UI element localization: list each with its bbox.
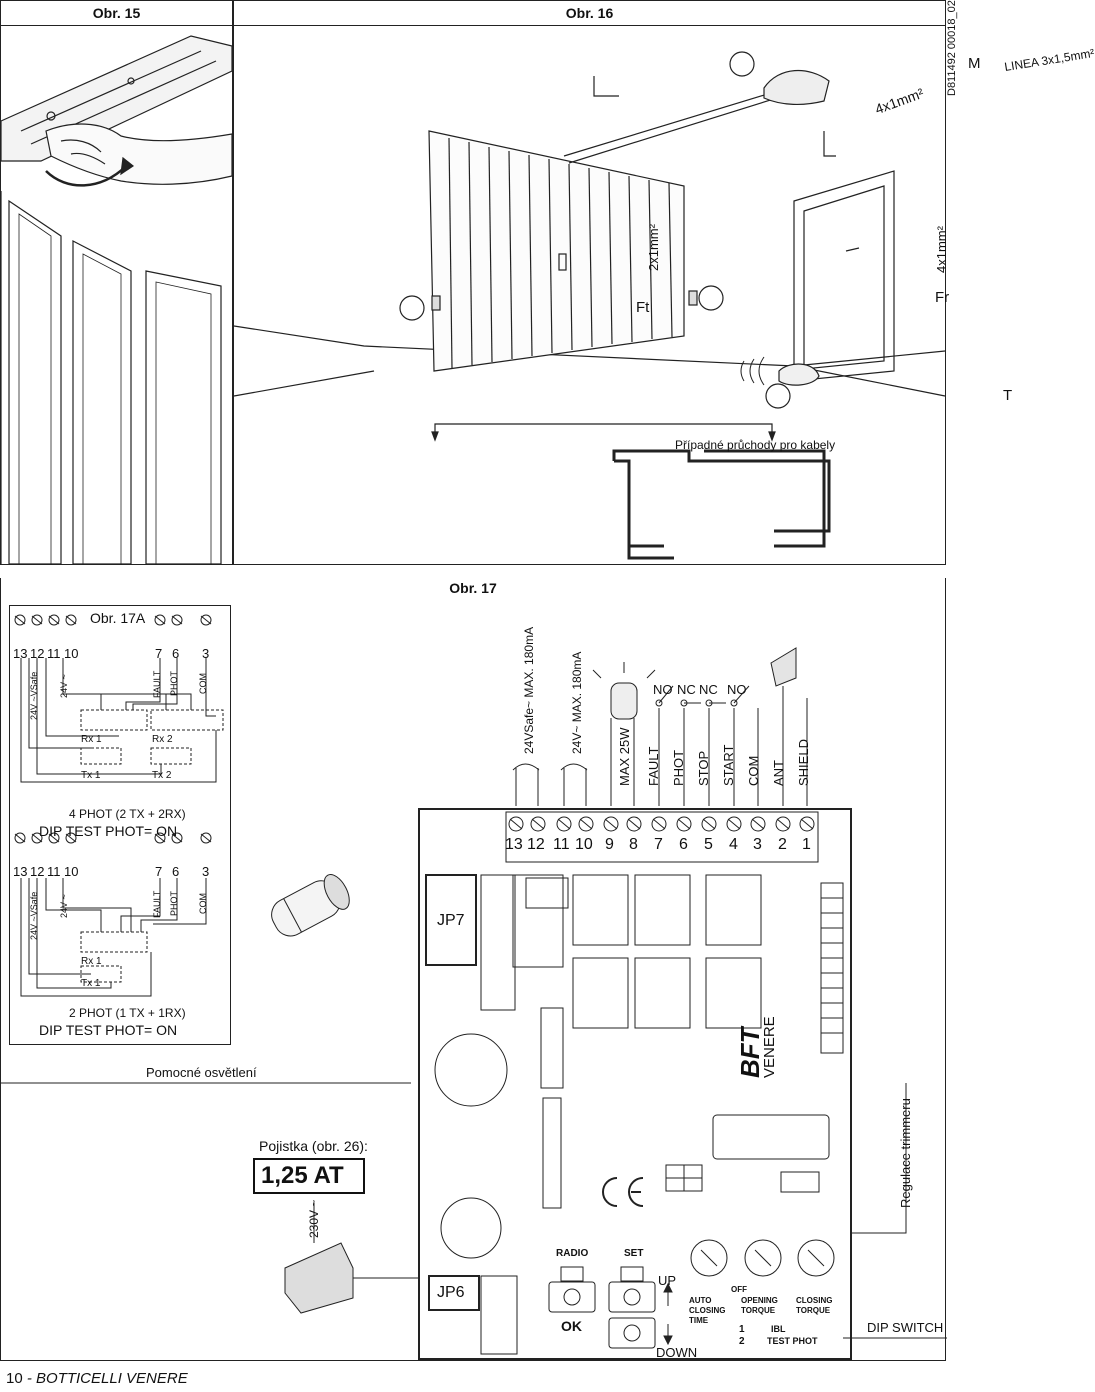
config-4phot-dip: DIP TEST PHOT= ON — [39, 823, 178, 839]
term-11-b: 11 — [47, 864, 61, 879]
document-code: D811492 00018_02 — [946, 0, 958, 96]
figure-15-panel — [0, 0, 233, 565]
model-name: VENERE — [761, 1016, 778, 1078]
rx1-label-a: Rx 1 — [81, 734, 102, 745]
contact-no-1: NO — [653, 682, 673, 697]
closing-torque-label: CLOSING TORQUE — [796, 1296, 833, 1315]
mains-label: 230V ~ — [307, 1199, 321, 1238]
up-label: UP — [658, 1273, 677, 1288]
board-term-3: 3 — [753, 836, 762, 853]
board-term-7: 7 — [654, 836, 663, 853]
func-24v-b: 24V ~ — [59, 894, 69, 918]
figure-17a-title: Obr. 17A — [90, 610, 146, 626]
term-11-a: 11 — [47, 646, 61, 661]
fr-label: Fr — [935, 289, 950, 306]
term-10-b: 10 — [64, 864, 79, 879]
out-start-label: START — [721, 744, 736, 786]
radio-button-label: RADIO — [556, 1248, 589, 1259]
board-term-9: 9 — [605, 836, 614, 853]
term-7-b: 7 — [155, 864, 163, 879]
figure-16-title: Obr. 16 — [234, 1, 945, 26]
trimmer-label: Regulace trimmeru — [898, 1098, 913, 1208]
term-7-a: 7 — [155, 646, 163, 661]
func-com-b: COM — [198, 893, 208, 914]
figure-17-panel — [0, 578, 946, 1361]
garage-installation-illustration — [234, 26, 945, 564]
board-term-2: 2 — [778, 836, 787, 853]
func-vsafe-a: 24V ~VSafe — [29, 671, 39, 720]
figure-15-illustration — [1, 26, 232, 564]
term-13-b: 13 — [13, 864, 28, 879]
test-phot-label: TEST PHOT — [767, 1336, 818, 1346]
config-4phot-title: 4 PHOT (2 TX + 2RX) — [69, 807, 186, 821]
config-2phot-dip: DIP TEST PHOT= ON — [39, 1022, 178, 1038]
out-lamp-label: MAX 25W — [617, 727, 632, 786]
term-13-a: 13 — [13, 646, 28, 661]
term-10-a: 10 — [64, 646, 79, 661]
cable-2x1-label: 2x1mm² — [646, 224, 661, 271]
out-ant-label: ANT — [771, 760, 786, 786]
board-term-6: 6 — [679, 836, 688, 853]
off-label: OFF — [731, 1285, 747, 1294]
control-board-drawing — [1, 578, 947, 1361]
board-term-11: 11 — [553, 836, 570, 853]
rx1-label-b: Rx 1 — [81, 956, 102, 967]
contact-no-2: NO — [727, 682, 747, 697]
func-24v-a: 24V ~ — [59, 674, 69, 698]
cable-4x1-right-label: 4x1mm² — [934, 226, 949, 273]
board-term-1: 1 — [802, 836, 811, 853]
out-phot-label: PHOT — [671, 749, 686, 786]
contact-nc-1: NC — [677, 682, 696, 697]
tx1-label-a: Tx 1 — [81, 770, 101, 781]
board-term-13: 13 — [505, 836, 523, 853]
config-2phot-title: 2 PHOT (1 TX + 1RX) — [69, 1006, 186, 1020]
out-fault-label: FAULT — [646, 746, 661, 786]
set-button-label: SET — [624, 1248, 644, 1259]
board-term-12: 12 — [527, 836, 545, 853]
func-phot-b: PHOT — [169, 890, 179, 916]
out-com-label: COM — [746, 755, 761, 786]
func-phot-a: PHOT — [169, 670, 179, 696]
cable-channels-label: Případné průchody pro kabely — [675, 438, 836, 452]
opening-torque-label: OPENING TORQUE — [741, 1296, 778, 1315]
out-24vsafe-label: 24VSafe~ MAX. 180mA — [522, 626, 536, 754]
figure-15-title: Obr. 15 — [1, 1, 232, 26]
term-12-a: 12 — [30, 646, 45, 661]
auto-closing-time-label: AUTO CLOSING TIME — [689, 1296, 726, 1325]
jp7-label: JP7 — [437, 912, 465, 929]
dip-switch-label: DIP SWITCH — [867, 1320, 944, 1335]
out-stop-label: STOP — [696, 750, 711, 786]
func-com-a: COM — [198, 673, 208, 694]
func-vsafe-b: 24V ~VSafe — [29, 891, 39, 940]
board-term-8: 8 — [629, 836, 638, 853]
figure-17-title: Obr. 17 — [449, 580, 497, 596]
ft-label: Ft — [636, 299, 650, 316]
rx2-label-a: Rx 2 — [152, 734, 173, 745]
out-shield-label: SHIELD — [796, 739, 811, 786]
board-term-5: 5 — [704, 836, 713, 853]
down-label: DOWN — [656, 1345, 698, 1360]
term-12-b: 12 — [30, 864, 45, 879]
brand-logo: BFT — [735, 1027, 765, 1078]
page-footer — [6, 1370, 188, 1387]
out-24v-label: 24V~ MAX. 180mA — [570, 651, 584, 754]
page-number: 10 — [6, 1370, 23, 1387]
footer-brand: - BOTTICELLI VENERE — [22, 1370, 188, 1387]
ibl-label: IBL — [771, 1324, 786, 1334]
tx1-label-b: Tx 1 — [81, 978, 101, 989]
func-fault-b: FAULT — [152, 890, 162, 918]
cable-4x1-top-label: 4x1mm² — [872, 84, 926, 118]
board-term-10: 10 — [575, 836, 593, 853]
transmitter-label: T — [1003, 387, 1013, 404]
motor-label: M — [968, 55, 981, 72]
fuse-value: 1,25 AT — [253, 1158, 365, 1194]
contact-nc-2: NC — [699, 682, 718, 697]
term-3-a: 3 — [202, 646, 210, 661]
linea-cable-label: LINEA 3x1,5mm² — [1003, 45, 1095, 75]
fuse-label: Pojistka (obr. 26): — [259, 1138, 368, 1154]
func-fault-a: FAULT — [152, 670, 162, 698]
dip-2-label: 2 — [739, 1336, 745, 1347]
board-term-4: 4 — [729, 836, 738, 853]
tx2-label-a: Tx 2 — [152, 770, 172, 781]
term-6-a: 6 — [172, 646, 180, 661]
aux-light-label: Pomocné osvětlení — [146, 1065, 257, 1080]
dip-1-label: 1 — [739, 1324, 745, 1335]
ok-label: OK — [561, 1318, 582, 1334]
term-6-b: 6 — [172, 864, 180, 879]
jp6-label: JP6 — [437, 1284, 465, 1301]
term-3-b: 3 — [202, 864, 210, 879]
